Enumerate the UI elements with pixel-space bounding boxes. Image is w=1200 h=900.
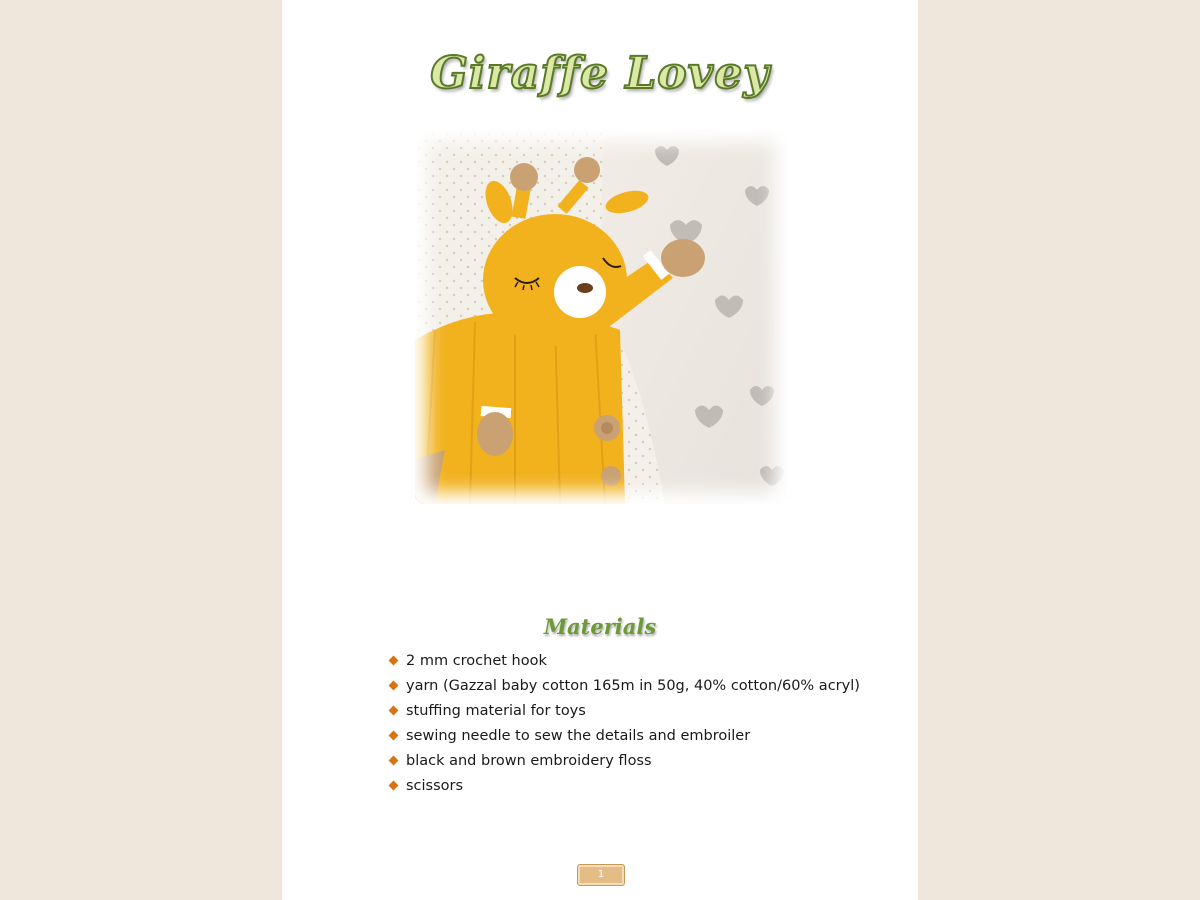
list-item-text: stuffing material for toys (406, 702, 586, 719)
diamond-bullet-icon (389, 681, 399, 691)
list-item (388, 773, 860, 798)
giraffe-photo (415, 130, 787, 504)
list-item (388, 723, 860, 748)
page-title: Giraffe Lovey (430, 48, 770, 99)
page-number-badge: 1 (577, 864, 625, 886)
list-item (388, 673, 860, 698)
list-item (388, 748, 860, 773)
diamond-bullet-icon (389, 656, 399, 666)
list-item-text: yarn (Gazzal baby cotton 165m in 50g, 40% cotton/60% acryl) (406, 677, 860, 694)
diamond-bullet-icon (389, 781, 399, 791)
materials-list (388, 648, 860, 798)
diamond-bullet-icon (389, 731, 399, 741)
list-item-text: sewing needle to sew the details and embroiler (406, 727, 751, 744)
list-item-text: scissors (406, 777, 464, 794)
materials-heading: Materials (543, 614, 657, 639)
document-page (282, 0, 918, 900)
list-item (388, 648, 860, 673)
list-item-text: 2 mm crochet hook (406, 652, 547, 669)
diamond-bullet-icon (389, 756, 399, 766)
list-item (388, 698, 860, 723)
list-item-text: black and brown embroidery floss (406, 752, 652, 769)
diamond-bullet-icon (389, 706, 399, 716)
